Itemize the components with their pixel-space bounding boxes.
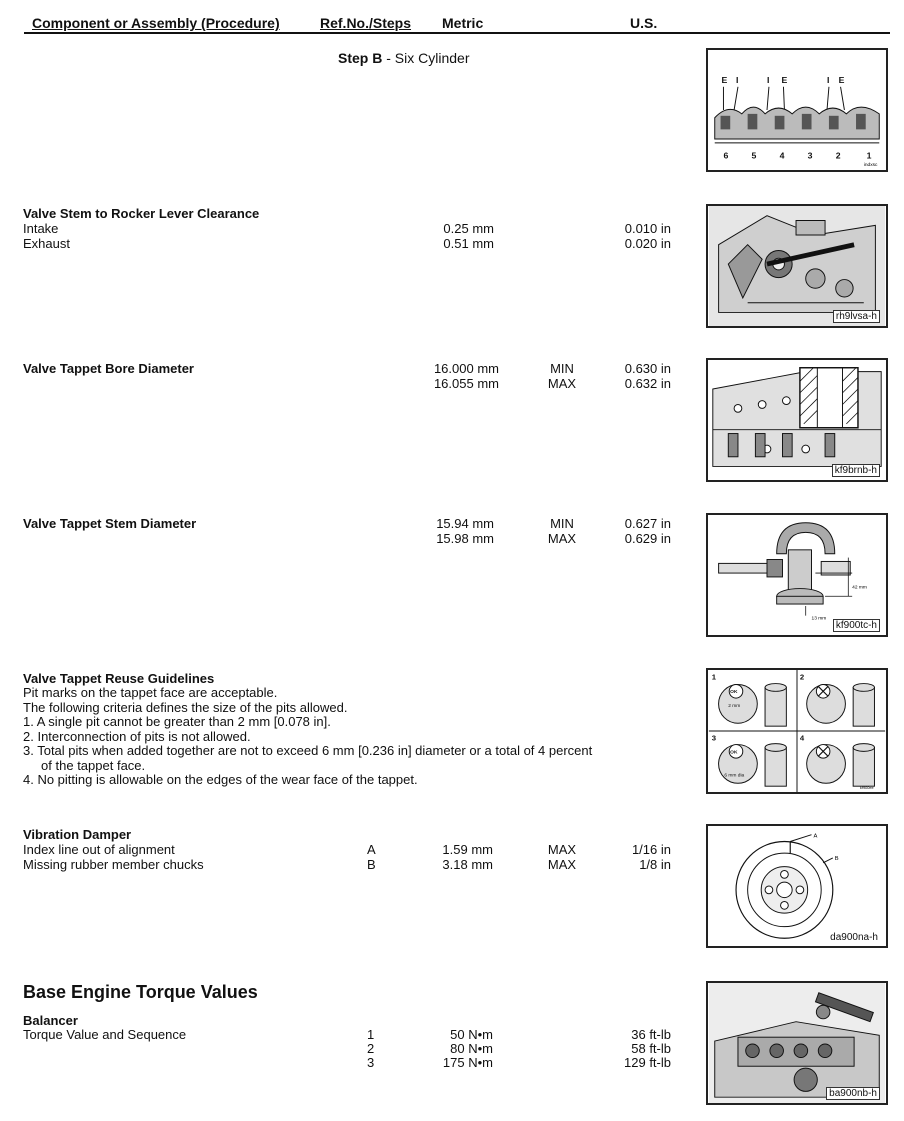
dim-6mm: 6 mm dia (724, 773, 745, 779)
tappet-bore-min-metric: 16.000 mm (433, 361, 499, 376)
reuse-line: 2. Interconnection of pits is not allowed. (23, 728, 251, 744)
step-b-caption: indxsc (863, 163, 878, 169)
torque-row-3-metric: 175 N•m (442, 1055, 493, 1070)
damper-row-2-us: 1/8 in (639, 857, 671, 872)
step-b-label (338, 51, 469, 66)
valve-stem-title: Valve Stem to Rocker Lever Clearance (23, 206, 260, 221)
vibration-damper-diagram (708, 826, 886, 946)
torque-row-2-ref: 2 (367, 1041, 375, 1056)
cylinder-head-diagram (708, 50, 886, 170)
tappet-stem-min-metric: 15.94 mm (436, 516, 494, 531)
tappet-bore-title: Valve Tappet Bore Diameter (23, 361, 194, 376)
tappet-stem-min-limit: MIN (550, 516, 574, 531)
valve-label-6: E (838, 74, 845, 85)
valve-label-1: E (721, 74, 728, 85)
ok-label-1: OK (730, 690, 738, 696)
panel-number-2: 2 (799, 672, 805, 682)
stem-dim-1: 42 mm (852, 585, 867, 591)
balancer-title: Balancer (23, 1013, 78, 1028)
damper-row-1-metric: 1.59 mm (442, 842, 493, 857)
panel-number-4: 4 (799, 733, 805, 743)
reuse-caption: kf900ee (859, 785, 874, 791)
valve-stem-exhaust-us: 0.020 in (624, 236, 671, 251)
dim-2mm: 2 mm (728, 703, 741, 709)
tappet-stem-title: Valve Tappet Stem Diameter (23, 516, 197, 531)
tappet-stem-caption: kf900tc-h (833, 619, 880, 632)
tappet-bore-max-us: 0.632 in (624, 376, 671, 391)
damper-point-a: A (813, 833, 818, 840)
tappet-stem-max-limit: MAX (547, 531, 577, 546)
col-metric-header: Metric (442, 15, 484, 31)
torque-row-3-us: 129 ft-lb (624, 1055, 671, 1070)
balancer-label: Torque Value and Sequence (23, 1027, 187, 1042)
cylinder-number-3: 3 (807, 150, 813, 161)
damper-title: Vibration Damper (23, 827, 132, 842)
tappet-stem-min-us: 0.627 in (624, 516, 671, 531)
col-us-header: U.S. (630, 15, 658, 31)
torque-row-1-metric: 50 N•m (450, 1027, 493, 1042)
damper-caption: da900na-h (830, 932, 878, 943)
tappet-stem-max-metric: 15.98 mm (436, 531, 494, 546)
cylinder-number-4: 4 (779, 150, 785, 161)
reuse-title: Valve Tappet Reuse Guidelines (23, 671, 215, 686)
tappet-bore-min-limit: MIN (550, 361, 574, 376)
valve-stem-figure (706, 204, 888, 328)
torque-row-2-metric: 80 N•m (450, 1041, 493, 1056)
rocker-lever-diagram (708, 206, 886, 326)
reuse-guidelines (23, 686, 592, 788)
tappet-bore-caption: kf9brnb-h (832, 464, 880, 477)
valve-stem-caption: rh9lvsa-h (833, 310, 880, 323)
tappet-bore-diagram (708, 360, 886, 480)
valve-stem-intake-metric: 0.25 mm (443, 221, 494, 236)
col-ref-header: Ref.No./Steps (320, 15, 412, 31)
valve-label-5: I (827, 74, 830, 85)
reuse-line: of the tappet face. (23, 757, 146, 773)
stem-dim-2: 13 mm (811, 616, 827, 622)
damper-row-1-us: 1/16 in (631, 842, 671, 857)
damper-row-2-label: Missing rubber member chucks (23, 857, 204, 872)
cylinder-number-2: 2 (835, 150, 841, 161)
panel-number-1: 1 (711, 672, 717, 682)
torque-row-1-ref: 1 (367, 1027, 375, 1042)
cylinder-number-5: 5 (751, 150, 757, 161)
valve-label-4: E (781, 74, 788, 85)
table-header (24, 12, 890, 34)
step-b-rest: - Six Cylinder (382, 50, 470, 66)
micrometer-diagram (708, 515, 886, 635)
step-b-figure (706, 48, 888, 172)
torque-row-1-us: 36 ft-lb (631, 1027, 671, 1042)
reuse-line: 3. Total pits when added together are not to exceed 6 mm [0.236 in] diameter or a total of 4 percent (23, 743, 593, 758)
valve-label-3: I (767, 74, 770, 85)
tappet-stem-figure (706, 513, 888, 637)
cylinder-number-1: 1 (866, 150, 872, 161)
valve-stem-intake-label: Intake (23, 221, 59, 236)
valve-label-2: I (736, 74, 739, 85)
reuse-line: 4. No pitting is allowable on the edges of the wear face of the tappet. (23, 772, 418, 787)
reuse-line: 1. A single pit cannot be greater than 2 mm [0.078 in]. (23, 714, 331, 729)
ok-label-3: OK (730, 750, 738, 756)
valve-stem-exhaust-metric: 0.51 mm (443, 236, 494, 251)
tappet-bore-min-us: 0.630 in (624, 361, 671, 376)
panel-number-3: 3 (711, 733, 717, 743)
tappet-pit-diagram (708, 670, 886, 792)
valve-stem-exhaust-label: Exhaust (23, 236, 70, 251)
tappet-bore-max-limit: MAX (547, 376, 577, 391)
damper-figure (706, 824, 888, 948)
tappet-stem-max-us: 0.629 in (624, 531, 671, 546)
damper-row-1-ref: A (367, 842, 376, 857)
torque-row-2-us: 58 ft-lb (631, 1041, 671, 1056)
damper-point-b: B (834, 855, 839, 862)
damper-row-2-limit: MAX (547, 857, 577, 872)
damper-row-1-label: Index line out of alignment (23, 842, 175, 857)
balancer-diagram (708, 983, 886, 1103)
tappet-bore-max-metric: 16.055 mm (433, 376, 499, 391)
balancer-figure (706, 981, 888, 1105)
reuse-line: Pit marks on the tappet face are acceptable. (23, 685, 278, 700)
valve-stem-intake-us: 0.010 in (624, 221, 671, 236)
damper-row-2-metric: 3.18 mm (442, 857, 493, 872)
reuse-line: The following criteria defines the size of the pits allowed. (23, 699, 348, 715)
balancer-caption: ba900nb-h (826, 1087, 880, 1100)
cylinder-number-6: 6 (723, 150, 729, 161)
tappet-bore-figure (706, 358, 888, 482)
reuse-figure (706, 668, 888, 794)
torque-heading: Base Engine Torque Values (23, 982, 258, 1002)
damper-row-1-limit: MAX (547, 842, 577, 857)
col-component-header: Component or Assembly (Procedure) (32, 15, 280, 31)
damper-row-2-ref: B (367, 857, 376, 872)
step-b-bold: Step B (338, 50, 383, 66)
torque-row-3-ref: 3 (367, 1055, 375, 1070)
